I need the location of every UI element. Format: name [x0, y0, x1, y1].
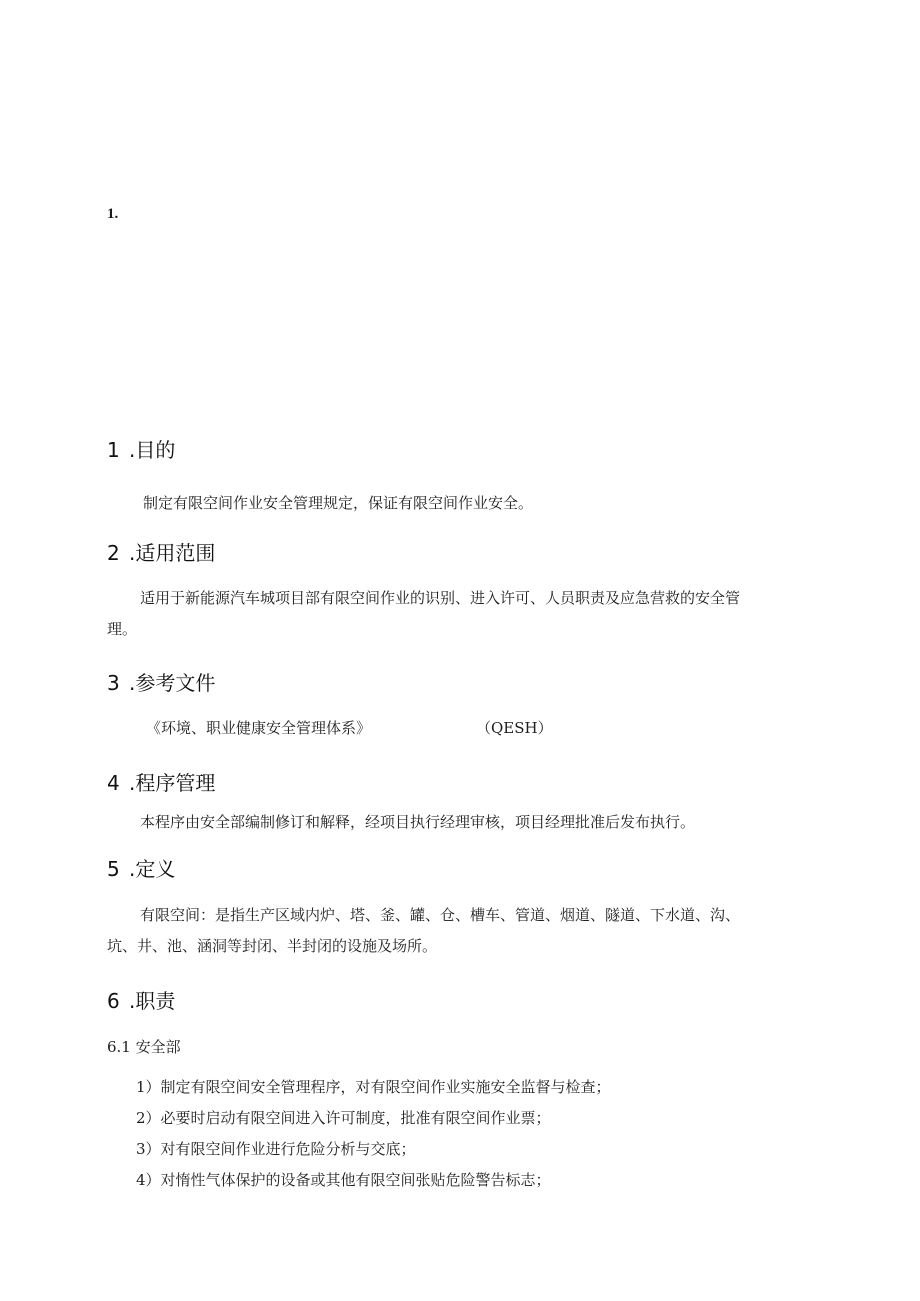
responsibility-item: 1）制定有限空间安全管理程序，对有限空间作业实施安全监督与检查； [136, 1078, 611, 1096]
responsibility-item: 3）对有限空间作业进行危险分析与交底； [136, 1140, 416, 1158]
section-number: 6 [107, 989, 120, 1013]
section-1-paragraph: 制定有限空间作业安全管理规定，保证有限空间作业安全。 [143, 494, 534, 512]
section-number: 2 [107, 541, 120, 565]
section-title: .适用范围 [129, 541, 216, 565]
section-5-paragraph-line-1: 有限空间：是指生产区域内炉、塔、釜、罐、仓、槽车、管道、烟道、隧道、下水道、沟、 [140, 906, 741, 924]
section-3-heading [107, 667, 215, 696]
section-2-paragraph-line-1: 适用于新能源汽车城项目部有限空间作业的识别、进入许可、人员职责及应急营救的安全管 [140, 589, 741, 607]
section-5-heading [107, 853, 175, 882]
section-title: .参考文件 [129, 671, 216, 695]
section-2-heading [107, 537, 215, 566]
section-6-heading [107, 985, 175, 1014]
section-2-paragraph-line-2: 理。 [107, 620, 138, 638]
section-number: 1 [107, 438, 120, 462]
section-5-paragraph-line-2: 坑、井、池、涵洞等封闭、半封闭的设施及场所。 [107, 937, 438, 955]
section-number: 3 [107, 671, 120, 695]
section-4-paragraph: 本程序由安全部编制修订和解释，经项目执行经理审核，项目经理批准后发布执行。 [140, 813, 696, 831]
responsibility-item: 2）必要时启动有限空间进入许可制度，批准有限空间作业票； [136, 1109, 551, 1127]
subsection-6-1-title: 6.1 安全部 [107, 1038, 181, 1056]
section-number: 4 [107, 771, 120, 795]
section-4-heading [107, 767, 215, 796]
document-top-number: 1. [107, 206, 119, 222]
section-title: .职责 [129, 989, 176, 1013]
section-title: .程序管理 [129, 771, 216, 795]
reference-document-title: 《环境、职业健康安全管理体系》 [146, 719, 372, 737]
section-1-heading [107, 434, 175, 463]
responsibility-item: 4）对惰性气体保护的设备或其他有限空间张贴危险警告标志； [136, 1171, 551, 1189]
reference-document-code: （QESH） [476, 719, 553, 737]
section-title: .定义 [129, 857, 176, 881]
section-title: .目的 [129, 438, 176, 462]
section-number: 5 [107, 857, 120, 881]
